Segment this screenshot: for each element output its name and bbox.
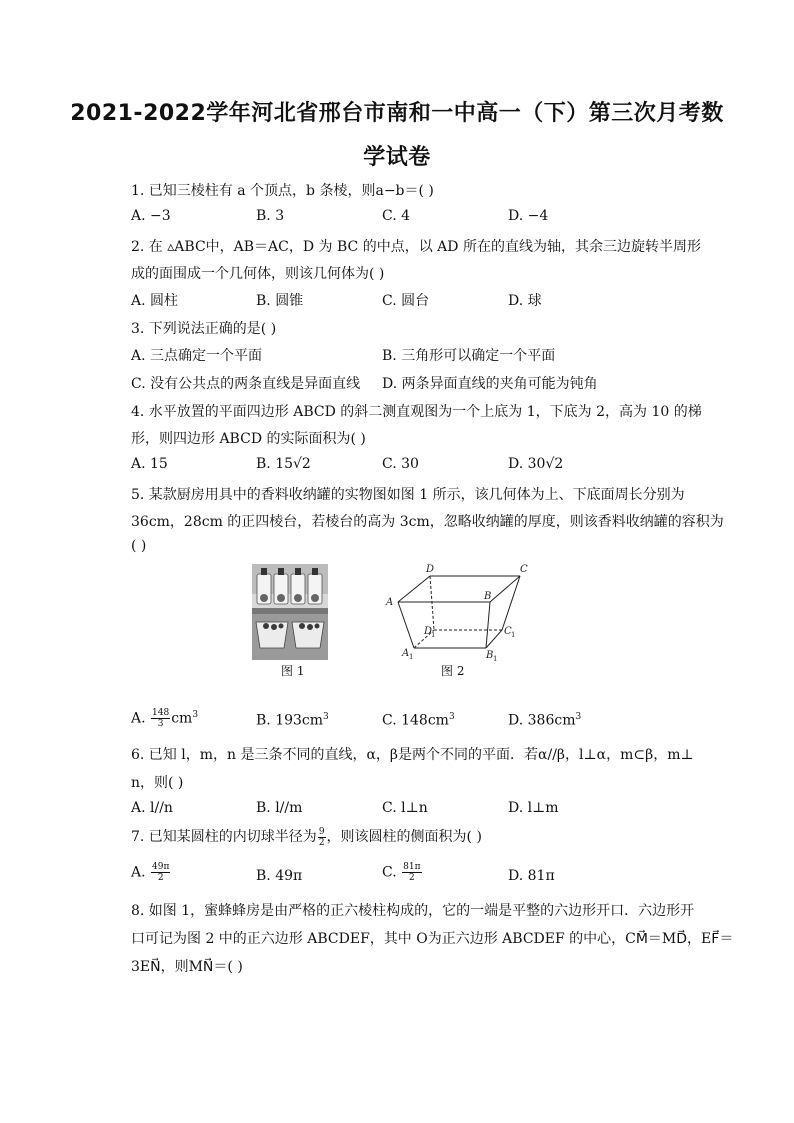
q5-option-a <box>131 708 198 729</box>
q7-stem-denominator: 2 <box>318 837 325 848</box>
q4-option-c: C. 30 <box>382 456 419 472</box>
q7-option-a <box>131 862 171 883</box>
q5-figure2-frustum <box>374 562 534 662</box>
q7-option-a-denominator: 2 <box>157 873 164 883</box>
vertex-label-a: A <box>386 597 394 608</box>
q8-stem-line3: 3EN⃗，则MN⃗＝( ) <box>131 959 243 975</box>
edge-a-a1 <box>398 602 414 648</box>
q1-option-c: C. 4 <box>382 208 411 224</box>
q2-option-d: D. 球 <box>508 293 542 309</box>
q5-option-a-prefix: A. <box>131 710 146 727</box>
vertex-label-c: C <box>520 564 528 575</box>
edge-b1-c1 <box>486 630 502 648</box>
q4-stem-line1: 4. 水平放置的平面四边形 ABCD 的斜二测直观图为一个上底为 1，下底为 2，高为 10 的梯 <box>131 404 702 420</box>
q7-option-c-denominator: 2 <box>408 873 415 883</box>
edge-a-d <box>398 576 430 602</box>
q5-option-c-sup: 3 <box>448 712 455 722</box>
vertex-label-b: B <box>484 591 492 602</box>
q7-option-a-numerator: 49π <box>152 862 170 872</box>
vertex-label-a1: A <box>402 648 410 659</box>
q5-figure2-caption: 图 2 <box>441 664 465 678</box>
q3-option-b: B. 三角形可以确定一个平面 <box>382 348 556 364</box>
q4-option-d: D. 30√2 <box>508 456 564 472</box>
q1-option-a: A. −3 <box>131 208 171 224</box>
q7-option-d: D. 81π <box>508 868 555 884</box>
q5-option-d <box>508 712 581 729</box>
q7-option-c-numerator: 81π <box>403 862 421 872</box>
q1-stem: 1. 已知三棱柱有 a 个顶点，b 条棱，则a−b＝( ) <box>131 183 434 199</box>
exam-title-line1: 2021-2022学年河北省邢台市南和一中高一（下）第三次月考数 <box>70 101 724 126</box>
q7-option-a-prefix: A. <box>131 864 146 881</box>
vertex-sub-c1: 1 <box>511 631 516 639</box>
q3-option-c: C. 没有公共点的两条直线是异面直线 <box>131 376 361 392</box>
q6-option-b: B. l//m <box>256 800 303 816</box>
q5-option-a-denominator: 3 <box>157 719 164 729</box>
q5-figure1-caption: 图 1 <box>281 664 305 678</box>
q5-option-c <box>382 712 455 729</box>
q5-option-d-sup: 3 <box>575 712 582 722</box>
q7-option-b: B. 49π <box>256 868 303 884</box>
q5-option-a-sup: 3 <box>192 709 199 720</box>
q7-stem-text-b: ，则该圆柱的侧面积为( ) <box>326 829 482 845</box>
q7-option-c <box>382 862 423 883</box>
q5-stem-line2: 36cm，28cm 的正四棱台，若棱台的高为 3cm，忽略收纳罐的厚度，则该香料收纳罐的容积为 <box>131 514 724 530</box>
q6-stem-line2: n，则( ) <box>131 775 184 791</box>
edge-d-d1-hidden <box>430 576 434 630</box>
q5-option-b <box>256 712 329 729</box>
q2-stem-line2: 成的面围成一个几何体，则该几何体为( ) <box>131 266 385 282</box>
vertex-sub-d1: 1 <box>431 631 436 639</box>
q1-option-d: D. −4 <box>508 208 549 224</box>
q5-option-d-text: D. 386cm <box>508 712 576 729</box>
q6-option-a: A. l//n <box>131 800 173 816</box>
q3-option-a: A. 三点确定一个平面 <box>131 348 263 364</box>
q2-option-a: A. 圆柱 <box>131 293 179 309</box>
q4-option-b: B. 15√2 <box>256 456 311 472</box>
q7-stem <box>131 826 482 848</box>
q4-stem-line2: 形，则四边形 ABCD 的实际面积为( ) <box>131 431 366 447</box>
edge-b-b1 <box>486 602 490 648</box>
q7-option-c-fraction <box>402 862 421 883</box>
q1-option-b: B. 3 <box>256 208 285 224</box>
q5-option-a-fraction <box>151 708 170 729</box>
q5-option-c-text: C. 148cm <box>382 712 449 729</box>
q7-option-c-prefix: C. <box>382 864 397 881</box>
q5-stem-line1: 5. 某款厨房用具中的香料收纳罐的实物图如图 1 所示，该几何体为上、下底面周长分别为 <box>131 487 685 503</box>
q2-stem-line1: 2. 在 ▵ABC中，AB＝AC，D 为 BC 的中点，以 AD 所在的直线为轴，其余三边旋转半周形 <box>131 239 701 255</box>
q6-option-d: D. l⊥m <box>508 800 559 816</box>
q7-option-a-fraction <box>151 862 170 883</box>
q7-stem-numerator: 9 <box>318 826 325 837</box>
vertex-sub-a1: 1 <box>409 653 414 661</box>
q8-stem-line1: 8. 如图 1，蜜蜂蜂房是由严格的正六棱柱构成的，它的一端是平整的六边形开口．六边形开 <box>131 903 695 919</box>
exam-title-line2: 学试卷 <box>363 145 431 170</box>
q2-option-c: C. 圆台 <box>382 293 430 309</box>
vertex-label-c1: C <box>504 626 512 637</box>
q5-figure1-photo <box>252 564 328 660</box>
q6-option-c: C. l⊥n <box>382 800 428 816</box>
q7-stem-fraction <box>318 827 326 848</box>
q4-option-a: A. 15 <box>131 456 168 472</box>
q2-option-b: B. 圆锥 <box>256 293 304 309</box>
q5-option-b-text: B. 193cm <box>256 712 324 729</box>
q3-option-d: D. 两条异面直线的夹角可能为钝角 <box>382 376 598 392</box>
vertex-label-d1: D <box>424 626 433 637</box>
vertex-label-d: D <box>426 564 435 575</box>
q5-option-b-sup: 3 <box>323 712 329 722</box>
q5-option-a-numerator: 148 <box>152 708 170 718</box>
q5-option-a-unit: cm <box>171 710 193 727</box>
q7-stem-text-a: 7. 已知某圆柱的内切球半径为 <box>131 829 317 845</box>
vertex-label-b1: B <box>486 650 494 661</box>
q3-stem: 3. 下列说法正确的是( ) <box>131 321 277 337</box>
vertex-sub-b1: 1 <box>493 655 498 662</box>
q8-stem-line2: 口可记为图 2 中的正六边形 ABCDEF，其中 O为正六边形 ABCDEF 的中心，CM⃗＝MD⃗，EF⃗＝ <box>131 931 734 947</box>
q6-stem-line1: 6. 已知 l，m，n 是三条不同的直线，α，β是两个不同的平面．若α//β，l⊥α，m⊂β，m⊥ <box>131 747 694 763</box>
q5-stem-line3: ( ) <box>131 538 147 554</box>
